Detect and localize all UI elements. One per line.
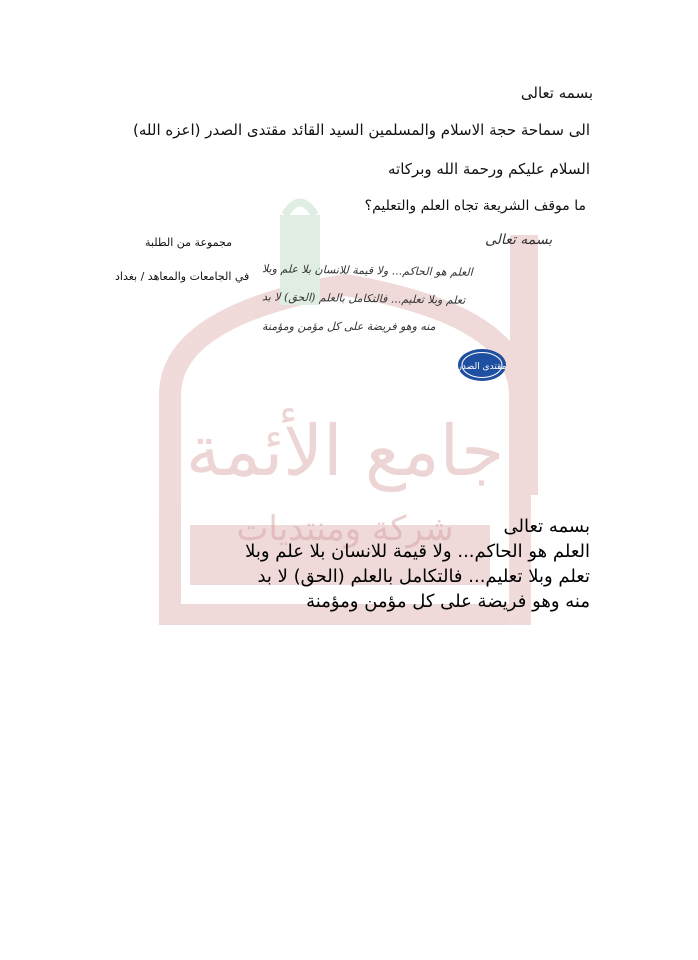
- handwritten-line-3: منه وهو فريضة على كل مؤمن ومؤمنة: [262, 320, 436, 333]
- typed-line-1: بسمه تعالى: [503, 516, 590, 537]
- handwritten-line-2: تعلم وبلا تعليم... فالتكامل بالعلم (الحق) لا بد: [261, 290, 466, 307]
- letter-addressee: الى سماحة حجة الاسلام والمسلمين السيد القائد مقتدى الصدر (اعزه الله): [133, 121, 590, 139]
- watermark-main-text: جامع الأئمة: [185, 410, 505, 492]
- watermark-sub-text: شركة ومنتديات: [236, 509, 454, 549]
- letter-question: ما موقف الشريعة تجاه العلم والتعليم؟: [364, 198, 586, 214]
- seal-stamp-text: مقتدى الصدر: [457, 362, 507, 372]
- typed-line-4: منه وهو فريضة على كل مؤمن ومؤمنة: [306, 591, 590, 612]
- sender-line-2: في الجامعات والمعاهد / بغداد: [115, 270, 250, 283]
- handwritten-heading: بسمه تعالى: [485, 232, 553, 248]
- sender-line-1: مجموعة من الطلبة: [145, 236, 233, 249]
- typed-line-3: تعلم وبلا تعليم... فالتكامل بالعلم (الحق) لا بد: [257, 566, 590, 587]
- handwritten-line-1: العلم هو الحاكم... ولا قيمة للانسان بلا علم وبلا: [261, 262, 473, 279]
- letter-basmala: بسمه تعالى: [520, 84, 593, 102]
- seal-stamp: [457, 348, 507, 382]
- typed-line-2: العلم هو الحاكم... ولا قيمة للانسان بلا علم وبلا: [245, 541, 590, 562]
- letter-greeting: السلام عليكم ورحمة الله وبركاته: [388, 160, 590, 178]
